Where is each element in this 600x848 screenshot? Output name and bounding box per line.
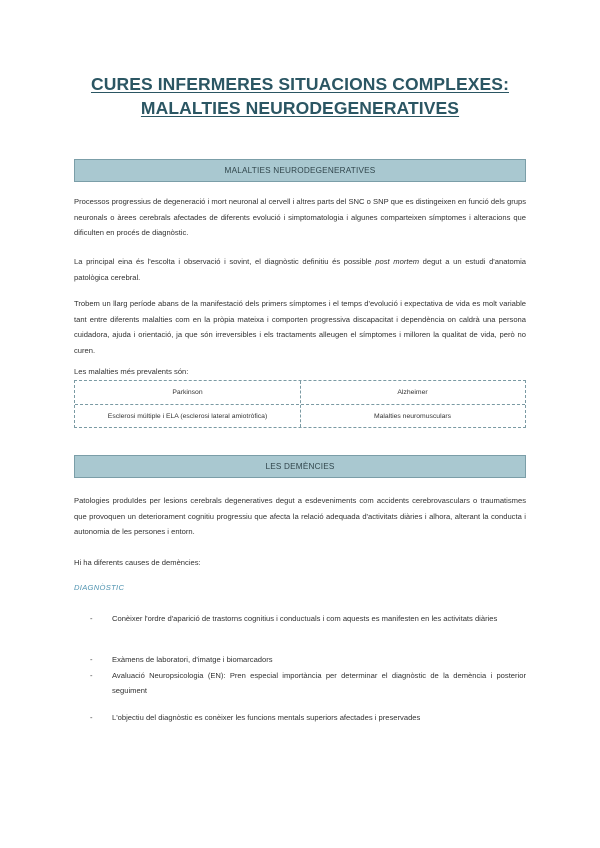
section-heading-label: MALALTIES NEURODEGENERATIVES (224, 166, 376, 175)
table-intro: Les malalties més prevalents són: (74, 367, 189, 376)
paragraph-causes: Hi ha diferents causes de demències: (74, 558, 201, 567)
list-item-text: Conèixer l'ordre d'aparició de trastorns cognitius i conductuals i com aquests es manifesten en les activitats diàries (112, 614, 498, 623)
list-item-text: Exàmens de laboratori, d'imatge i biomarcadors (112, 655, 273, 664)
paragraph-evolution: Trobem un llarg període abans de la manifestació dels primers símptomes i el temps d'evolució i expectativa de vida es molt variable tant entre diferents malalties com en la pròpia mateixa i comporten progressiva discapacitat i dependència on caldrà una persona cuidadora, ajuda i orientació, ja que són irreversibles i els tractaments alleugen el símptomes i milloren la qualitat de vida, però no curen. (74, 299, 526, 355)
page-title: CURES INFERMERES SITUACIONS COMPLEXES: MALALTIES NEURODEGENERATIVES (90, 74, 509, 118)
prevalent-diseases-table (74, 380, 526, 428)
bullet-marker: - (90, 614, 93, 623)
section-heading-dementias (74, 455, 526, 478)
bullet-marker: - (90, 671, 93, 680)
table-cell: Alzheimer (397, 389, 428, 396)
table-cell: Esclerosi múltiple i ELA (esclerosi lateral amiotròfica) (107, 413, 268, 420)
paragraph-diagnosis (74, 254, 526, 285)
subheading-diagnosis: DIAGNÒSTIC (74, 583, 125, 592)
bullet-marker: - (90, 713, 93, 722)
paragraph-text: La principal eina és l'escolta i observació i sovint, el diagnòstic definitiu és possible (74, 257, 376, 266)
list-item-text: L'objectiu del diagnòstic es conèixer les funcions mentals superiors afectades i preservades (112, 713, 421, 722)
table-cell: Parkinson (172, 389, 203, 396)
section-heading-neurodegenerative (74, 159, 526, 182)
bullet-marker: - (90, 655, 93, 664)
paragraph-text: degut a un estudi d'anatomia patològica cerebral. (74, 257, 526, 282)
list-item-text: Avaluació Neuropsicologia (EN): Pren especial importància per determinar el diagnòstic de la demència i posterior seguiment (112, 671, 526, 695)
table-cell: Malalties neuromusculars (373, 413, 452, 420)
paragraph-dementia-definition: Patologies produïdes per lesions cerebrals degeneratives degut a esdeveniments com accidents cerebrovasculars o traumatismes que provoquen un deteriorament cognitiu progressiu que afecta la relació adequada d'activitats diàries i alhora, alterant la conducta i autonomia de les persones i entorn. (74, 496, 526, 536)
section-heading-label: LES DEMÈNCIES (265, 462, 335, 471)
paragraph-definition: Processos progressius de degeneració i mort neuronal al cervell i altres parts del SNC o SNP que es distingeixen en funció dels grups neuronals o àrees cerebrals afectades de diferents evolució i simptomatologia i algunes comparteixen símptomes i alteracions que dificulten en procés de diagnòstic. (74, 197, 526, 237)
italic-term: post mortem (375, 257, 420, 266)
